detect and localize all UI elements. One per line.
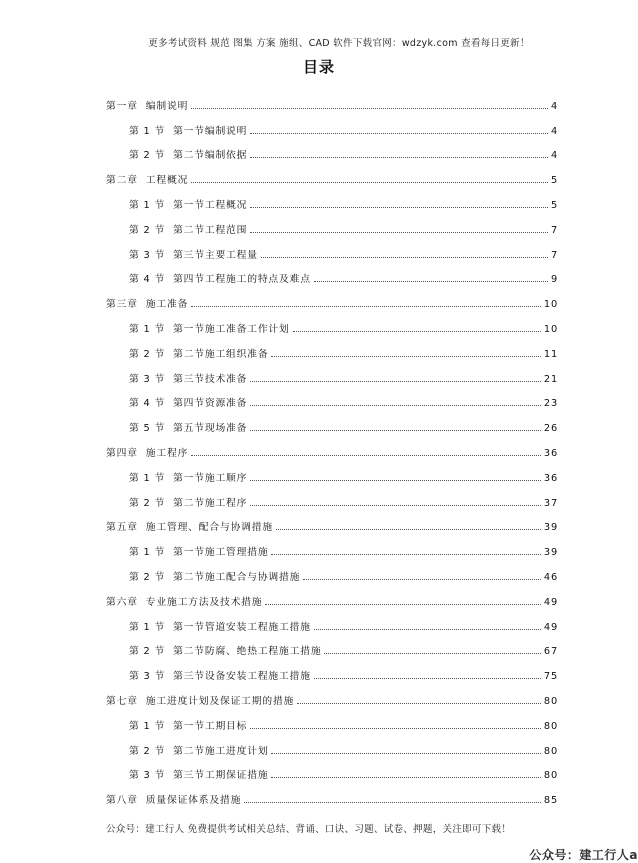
toc-entry-label [129,718,247,732]
toc-entry-text: 第二节编制依据 [173,150,248,162]
toc-dot-leader [314,281,548,282]
toc-entry-number: 第二章 [106,175,138,187]
toc-page-number: 37 [543,497,558,509]
toc-entry-number: 第 2 节 [129,224,166,236]
toc-chapter-entry[interactable] [106,583,558,608]
toc-entry-text: 第一节施工顺序 [173,472,248,484]
toc-page-number: 49 [543,596,558,608]
toc-entry-label [129,544,268,558]
toc-entry-label [106,98,188,112]
toc-page-number: 5 [550,199,558,211]
toc-entry-text: 第二节工程范围 [173,224,248,236]
toc-chapter-entry[interactable] [106,434,558,459]
toc-page-number: 80 [543,745,558,757]
toc-dot-leader [250,133,548,134]
toc-entry-number: 第 3 节 [129,373,166,385]
toc-entry-text: 第三节设备安装工程施工措施 [173,671,311,683]
toc-entry-label [106,296,188,310]
toc-entry-text: 专业施工方法及技术措施 [145,596,263,608]
toc-dot-leader [276,529,541,530]
toc-dot-leader [297,703,541,704]
toc-entry-text: 第三节技术准备 [173,373,248,385]
toc-dot-leader [271,554,540,555]
toc-section-entry[interactable] [106,608,558,633]
toc-entry-number: 第七章 [106,695,138,707]
toc-section-entry[interactable] [106,484,558,509]
toc-section-entry[interactable] [106,707,558,732]
toc-entry-label [129,619,311,633]
toc-entry-label [129,743,268,757]
toc-section-entry[interactable] [106,558,558,583]
toc-dot-leader [314,678,541,679]
toc-dot-leader [271,777,540,778]
toc-dot-leader [271,753,540,754]
toc-chapter-entry[interactable] [106,682,558,707]
toc-entry-number: 第 1 节 [129,621,166,633]
toc-dot-leader [191,182,548,183]
toc-section-entry[interactable] [106,459,558,484]
toc-section-entry[interactable] [106,633,558,658]
toc-entry-label [129,767,268,781]
toc-page-number: 46 [543,571,558,583]
toc-entry-text: 第一节工期目标 [173,720,248,732]
toc-section-entry[interactable] [106,757,558,782]
toc-entry-number: 第 2 节 [129,745,166,757]
toc-entry-text: 施工进度计划及保证工期的措施 [145,695,295,707]
toc-entry-label [129,247,258,261]
toc-page-number: 80 [543,770,558,782]
toc-section-entry[interactable] [106,360,558,385]
toc-page-number: 10 [543,299,558,311]
toc-page-number: 85 [543,795,558,807]
toc-entry-text: 第四节工程施工的特点及难点 [173,274,311,286]
toc-page-number: 5 [550,175,558,187]
toc-entry-label [129,147,247,161]
toc-page-number: 21 [543,373,558,385]
toc-chapter-entry[interactable] [106,509,558,534]
toc-entry-number: 第 1 节 [129,547,166,559]
toc-page-number: 80 [543,695,558,707]
toc-section-entry[interactable] [106,409,558,434]
toc-section-entry[interactable] [106,211,558,236]
toc-entry-label [129,470,247,484]
toc-page-number: 80 [543,720,558,732]
toc-entry-number: 第 1 节 [129,199,166,211]
toc-dot-leader [250,480,541,481]
toc-entry-label [106,172,188,186]
toc-chapter-entry[interactable] [106,781,558,806]
toc-entry-number: 第 1 节 [129,125,166,137]
toc-dot-leader [244,802,541,803]
toc-page-number: 75 [543,671,558,683]
toc-section-entry[interactable] [106,335,558,360]
toc-section-entry[interactable] [106,186,558,211]
toc-entry-number: 第 3 节 [129,249,166,261]
toc-entry-label [106,792,241,806]
toc-entry-number: 第 1 节 [129,323,166,335]
toc-section-entry[interactable] [106,112,558,137]
toc-dot-leader [250,157,548,158]
toc-entry-label [129,643,321,657]
toc-page-number: 11 [543,348,558,360]
toc-page-number: 9 [550,274,558,286]
toc-entry-text: 质量保证体系及措施 [145,795,242,807]
toc-entry-text: 工程概况 [145,175,189,187]
toc-entry-label [129,495,247,509]
toc-dot-leader [324,653,541,654]
page-title: 目录 [302,58,335,76]
toc-entry-text: 第二节施工组织准备 [173,348,269,360]
toc-section-entry[interactable] [106,310,558,335]
toc-entry-text: 第一节管道安装工程施工措施 [173,621,311,633]
toc-section-entry[interactable] [106,137,558,162]
toc-entry-label [129,222,247,236]
toc-entry-label [106,519,273,533]
toc-entry-label [129,123,247,137]
toc-page-number: 23 [543,398,558,410]
toc-chapter-entry[interactable] [106,285,558,310]
toc-entry-text: 第一节施工准备工作计划 [173,323,290,335]
toc-entry-text: 第二节防腐、绝热工程施工措施 [173,646,322,658]
toc-entry-text: 编制说明 [145,100,189,112]
footer-note: 公众号：建工行人 免费提供考试相关总结、背诵、口诀、习题、试卷、押题，关注即可下载！ [106,824,512,835]
watermark-text: 公众号：建工行人a [529,848,638,862]
toc-entry-label [129,420,247,434]
toc-section-entry[interactable] [106,732,558,757]
toc-entry-number: 第三章 [106,299,138,311]
toc-dot-leader [314,629,541,630]
toc-section-entry[interactable] [106,657,558,682]
table-of-contents [106,87,558,806]
toc-page-number: 39 [543,522,558,534]
toc-entry-label [129,668,311,682]
toc-entry-text: 第三节主要工程量 [173,249,258,261]
toc-dot-leader [250,232,548,233]
toc-entry-text: 第三节工期保证措施 [173,770,269,782]
toc-entry-number: 第 1 节 [129,720,166,732]
toc-entry-text: 第五节现场准备 [173,423,248,435]
toc-entry-number: 第 2 节 [129,348,166,360]
toc-page-number: 36 [543,447,558,459]
toc-section-entry[interactable] [106,261,558,286]
toc-entry-number: 第六章 [106,596,138,608]
toc-dot-leader [265,604,541,605]
toc-entry-text: 施工程序 [145,447,189,459]
toc-entry-number: 第五章 [106,522,138,534]
toc-entry-number: 第 4 节 [129,274,166,286]
toc-entry-text: 施工管理、配合与协调措施 [145,522,273,534]
toc-dot-leader [261,257,548,258]
toc-section-entry[interactable] [106,385,558,410]
toc-dot-leader [250,505,541,506]
header-banner: 更多考试资料 规范 图集 方案 施组、CAD 软件下载官网：wdzyk.com 查看每日更新！ [148,38,530,49]
toc-entry-number: 第 4 节 [129,398,166,410]
toc-dot-leader [191,306,541,307]
toc-entry-number: 第 5 节 [129,423,166,435]
toc-entry-text: 第一节施工管理措施 [173,547,269,559]
toc-entry-text: 第二节施工程序 [173,497,248,509]
toc-entry-label [106,445,188,459]
toc-page-number: 10 [543,323,558,335]
toc-entry-number: 第 2 节 [129,497,166,509]
toc-page-number: 4 [550,150,558,162]
toc-entry-label [129,321,290,335]
toc-entry-label [129,371,247,385]
toc-entry-number: 第四章 [106,447,138,459]
toc-dot-leader [250,381,541,382]
toc-entry-number: 第 2 节 [129,150,166,162]
toc-entry-label [106,693,294,707]
toc-dot-leader [250,728,541,729]
toc-dot-leader [293,331,541,332]
toc-entry-number: 第 3 节 [129,770,166,782]
toc-page-number: 39 [543,547,558,559]
toc-page-number: 7 [550,224,558,236]
toc-entry-text: 第二节施工进度计划 [173,745,269,757]
toc-dot-leader [271,356,540,357]
toc-dot-leader [250,405,541,406]
toc-entry-text: 第一节工程概况 [173,199,248,211]
toc-entry-text: 第一节编制说明 [173,125,248,137]
toc-section-entry[interactable] [106,533,558,558]
toc-chapter-entry[interactable] [106,161,558,186]
toc-dot-leader [303,579,541,580]
toc-page-number: 36 [543,472,558,484]
toc-entry-number: 第 2 节 [129,646,166,658]
toc-dot-leader [250,430,541,431]
toc-entry-label [129,197,247,211]
toc-entry-number: 第八章 [106,795,138,807]
toc-entry-number: 第 3 节 [129,671,166,683]
toc-dot-leader [250,207,548,208]
toc-page-number: 67 [543,646,558,658]
toc-section-entry[interactable] [106,236,558,261]
toc-entry-label [129,395,247,409]
toc-dot-leader [191,455,541,456]
toc-entry-text: 第四节资源准备 [173,398,248,410]
toc-page-number: 49 [543,621,558,633]
toc-entry-label [129,271,311,285]
toc-dot-leader [191,108,548,109]
toc-page-number: 4 [550,100,558,112]
toc-entry-number: 第 1 节 [129,472,166,484]
toc-entry-text: 第二节施工配合与协调措施 [173,571,301,583]
toc-page-number: 26 [543,423,558,435]
toc-entry-label [129,346,268,360]
toc-page-number: 7 [550,249,558,261]
toc-chapter-entry[interactable] [106,87,558,112]
toc-entry-number: 第一章 [106,100,138,112]
toc-entry-text: 施工准备 [145,299,189,311]
toc-entry-number: 第 2 节 [129,571,166,583]
toc-page-number: 4 [550,125,558,137]
toc-entry-label [129,569,300,583]
toc-entry-label [106,594,262,608]
